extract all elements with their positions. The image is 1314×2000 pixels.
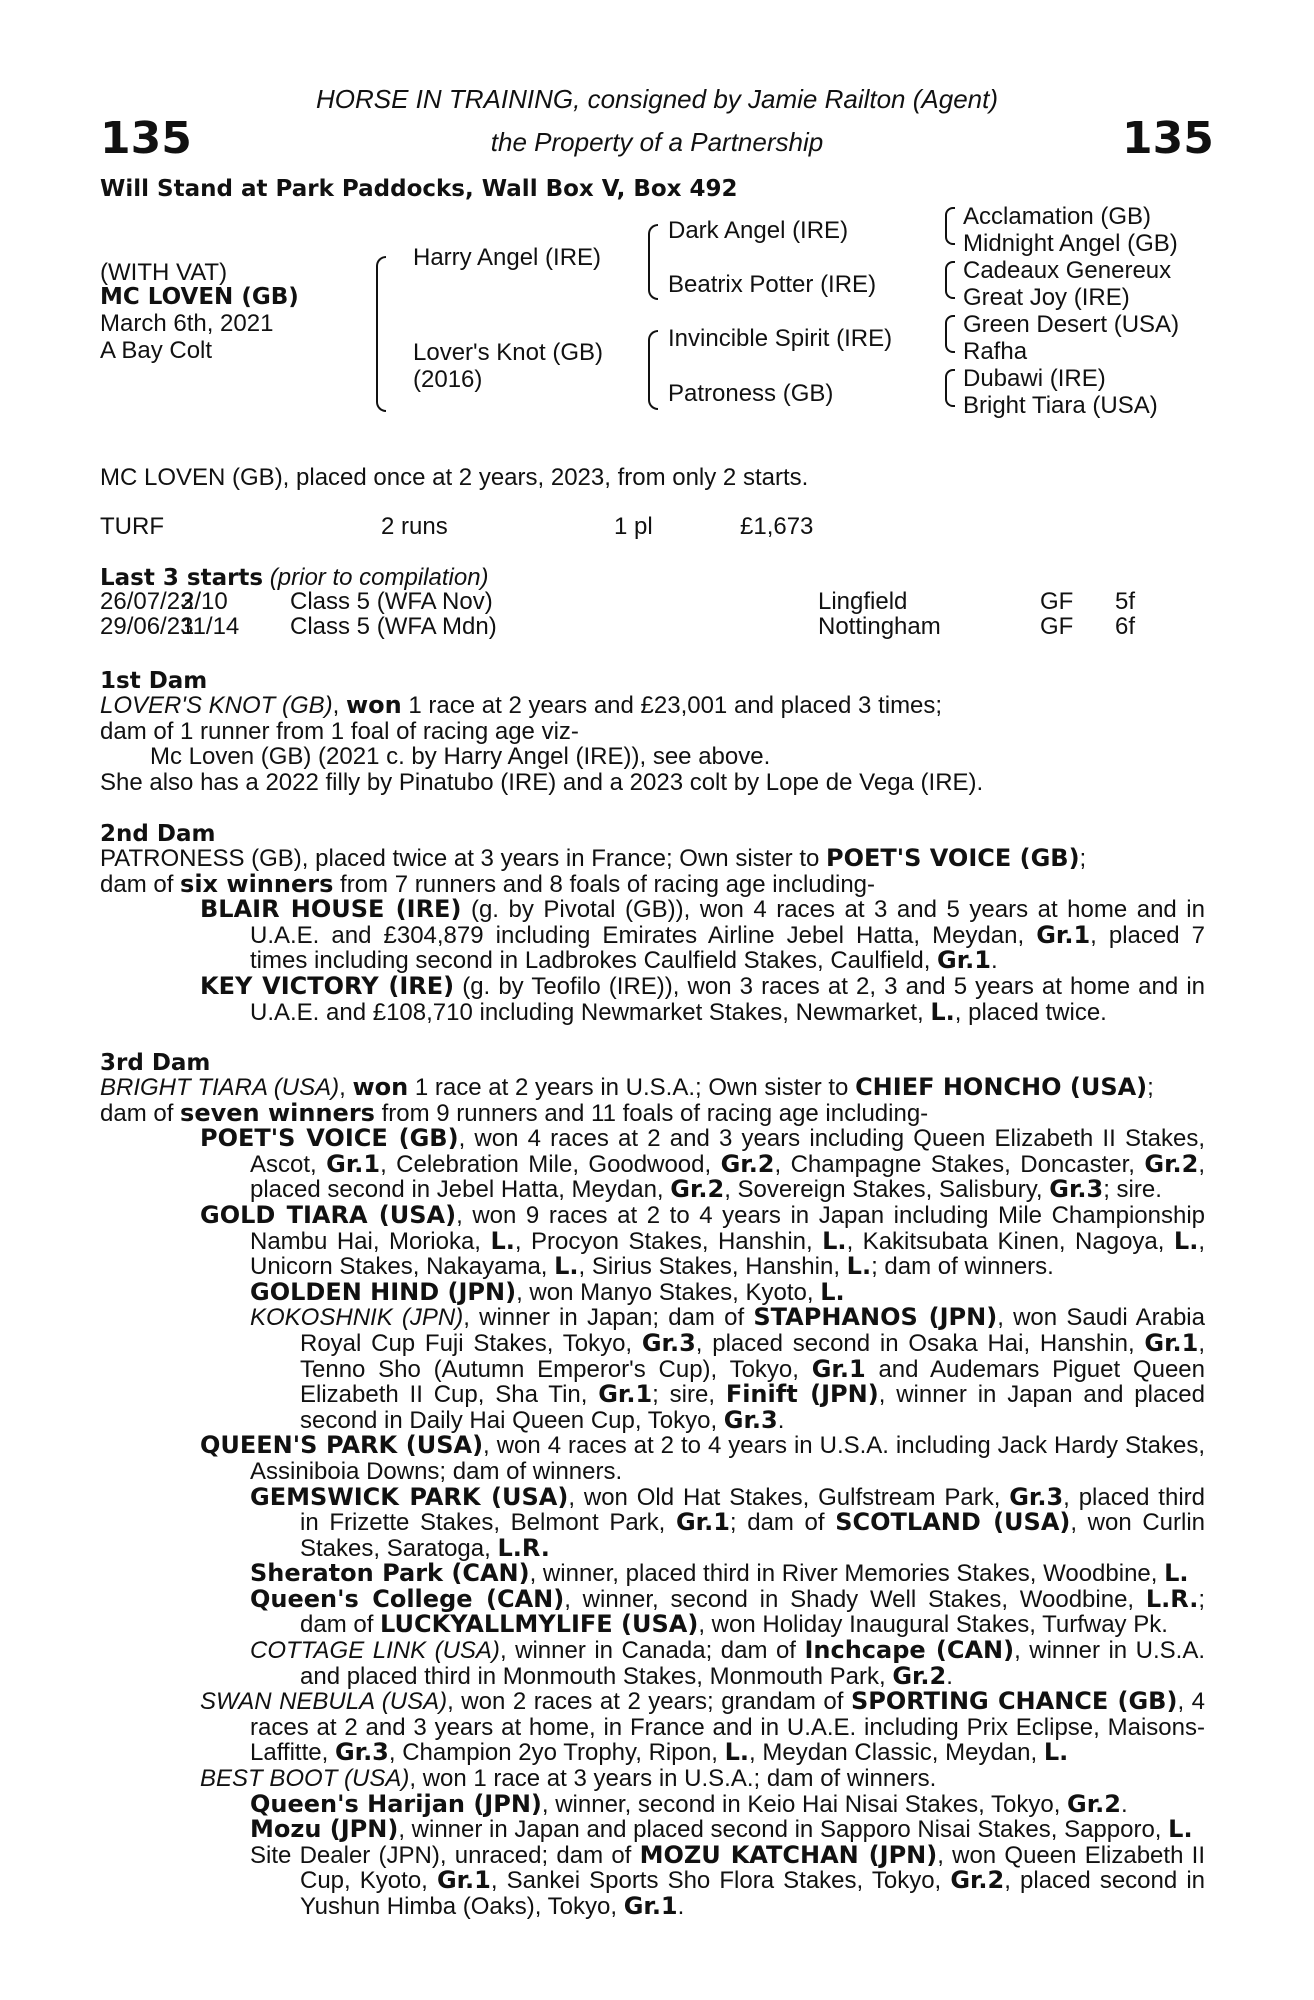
sheraton-t1: , winner, placed third in River Memories Stakes, Woodbine, (529, 1560, 1165, 1588)
dam3-cottage-link (100, 1638, 1205, 1689)
lot-number-right: 135 (1122, 113, 1214, 164)
dam3-sheraton-park (100, 1561, 1205, 1587)
site-dealer-t3: , Sankei Sports Sho Flora Stakes, Tokyo, (490, 1867, 951, 1895)
last-starts-note: (prior to compilation) (269, 564, 489, 591)
scotland-name: SCOTLAND (USA) (835, 1508, 1071, 1537)
gold-tiara-l5: L. (846, 1252, 872, 1281)
dam3-produce-1: dam of (100, 1099, 181, 1127)
dam3-produce-2: from 9 runners and 11 foals of racing age including- (374, 1099, 929, 1127)
dam2-title: 2nd Dam (100, 821, 216, 847)
poets-voice-name: POET'S VOICE (GB) (200, 1124, 459, 1153)
pedigree-brace-dd (945, 369, 955, 407)
key-victory-listed: L. (930, 997, 955, 1026)
gold-tiara-name: GOLD TIARA (USA) (200, 1200, 457, 1229)
dam3-swan-nebula (100, 1689, 1205, 1766)
dam3-text-1: 1 race at 2 years in U.S.A.; Own sister to (408, 1074, 856, 1101)
start-dist: 6f (1115, 613, 1136, 640)
dam1-section (100, 693, 1205, 795)
luckyallmylife-name: LUCKYALLMYLIFE (USA) (380, 1610, 699, 1639)
dam3-mozu (100, 1817, 1205, 1843)
site-dealer-t5: . (677, 1893, 685, 1920)
dam3-queens-park (100, 1433, 1205, 1484)
start-race: Class 5 (WFA Nov) (290, 588, 493, 615)
golden-hind-name: GOLDEN HIND (JPN) (250, 1277, 517, 1306)
dam1-won: won (345, 691, 402, 719)
kokoshnik-t8: . (777, 1406, 785, 1434)
finift-name: Finift (JPN) (725, 1380, 879, 1409)
mozu-name: Mozu (JPN) (250, 1815, 399, 1844)
swan-nebula-t3: , Champion 2yo Trophy, Ripon, (388, 1739, 725, 1767)
dam3-text-2: ; (1147, 1074, 1154, 1101)
dam2-key-victory (100, 971, 1205, 1026)
sheraton-l: L. (1164, 1559, 1189, 1588)
queens-college-t1: , winner, second in Shady Well Stakes, Woodbine, (564, 1585, 1146, 1613)
pedigree-sds: Cadeaux Genereux (963, 257, 1172, 284)
dam3-section: BRIGHT TIARA (USA), won 1 race at 2 years in U.S.A.; Own sister to CHIEF HONCHO (USA); dam of seven winners from 9 runners and 11 foals of racing age including- POET'S VOICE (GB), won 4 races at 2 and 3 years including Queen Elizabeth II Stakes, Ascot, Gr.1, Celebration Mile, Goodwood, Gr.2, Champagne Stakes, Doncaster, Gr.2, placed second in Jebel Hatta, Meydan, Gr.2, Sovereign Stakes, Salisbury, Gr.3; sire. GOLD TIARA (USA), won 9 races at 2 to 4 years in Japan including Mile Championship Nambu Hai, Morioka, L., Procyon Stakes, Hanshin, L., Kakitsubata Kinen, Nagoya, L., Unicorn Stakes, Nakayama, L., Sirius Stakes, Hanshin, L.; dam of winners. GOLDEN HIND (JPN), won Manyo Stakes, Kyoto, L. KOKOSHNIK (JPN), winner in Japan; dam of STAPHANOS (JPN), won Saudi Arabia Royal Cup Fuji Stakes, Tokyo, Gr.3, placed second in Osaka Hai, Hanshin, Gr.1, Tenno Sho (Autumn Emperor's Cup), Tokyo, Gr.1 and Audemars Piguet Queen Elizabeth II Cup, Sha Tin, Gr.1; sire, Finift (JPN), winner in Japan and placed second in Daily Hai Queen Cup, Tokyo, Gr.3. QUEEN'S PARK (USA), won 4 races at 2 to 4 years in U.S.A. including Jack Hardy Stakes, Assiniboia Downs; dam of winners. GEMSWICK PARK (USA), won Old Hat Stakes, Gulfstream Park, Gr.3, placed third in Frizette Stakes, Belmont Park, Gr.1; dam of SCOTLAND (USA), won Curlin Stakes, Saratoga, L.R. Sheraton Park (CAN), winner, placed third in River Memories Stakes, Woodbine, L. Queen's College (CAN), winner, second in Shady Well Stakes, Woodbine, L.R.; dam of LUCKYALLMYLIFE (USA), won Holiday Inaugural Stakes, Turfway Pk. COTTAGE LINK (USA), winner in Canada; dam of Inchcape (CAN), winner in U.S.A. and placed third in Monmouth Stakes, Monmouth Park, Gr.2. SWAN NEBULA (USA), won 2 races at 2 years; grandam of SPORTING CHANCE (GB), 4 races at 2 and 3 years at home, in France and in U.A.E. including Prix Eclipse, Maisons-Laffitte, Gr.3, Champion 2yo Trophy, Ripon, L., Meydan Classic, Meydan, L. BEST BOOT (USA), won 1 race at 3 years in U.S.A.; dam of winners. Queen's Harijan (JPN), winner, second in Keio Hai Nisai Stakes, Tokyo, Gr.2. Mozu (JPN), winner in Japan and placed second in Sapporo Nisai Stakes, Sapporo, L. Site Dealer (JPN), unraced; dam of MOZU KATCHAN (JPN), won Queen Elizabeth II Cup, Kyoto, Gr.1, Sankei Sports Sho Flora Stakes, Tokyo, Gr.2, placed second in Yushun Himba (Oaks), Tokyo, Gr.1. (100, 1073, 1206, 1920)
poets-voice-t1: , won 4 races at 2 and 3 years including Queen Elizabeth II Stakes, Ascot, (250, 1125, 1205, 1178)
sheraton-name: Sheraton Park (CAN) (250, 1559, 530, 1588)
staphanos-name: STAPHANOS (JPN) (753, 1303, 998, 1332)
record-places: 1 pl (614, 513, 653, 540)
dam1-produce: dam of 1 runner from 1 foal of racing age viz- (100, 717, 579, 745)
sporting-chance-name: SPORTING CHANCE (GB) (850, 1687, 1178, 1716)
gold-tiara-l4: L. (554, 1252, 579, 1281)
start-dist: 5f (1115, 588, 1136, 615)
inchcape-name: Inchcape (CAN) (804, 1636, 1015, 1665)
start-date: 29/06/23 (100, 613, 194, 640)
horse-name: MC LOVEN (GB) (100, 284, 299, 310)
dam1-name: LOVER'S KNOT (GB) (100, 692, 333, 719)
dam3-site-dealer (100, 1840, 1206, 1920)
kokoshnik-g1a: Gr.1 (1144, 1328, 1199, 1357)
best-boot-name: BEST BOOT (USA) (200, 1765, 410, 1793)
kokoshnik-t2: , won Saudi Arabia Royal Cup Fuji Stakes, Tokyo, (300, 1304, 1205, 1357)
pedigree-brace-sire (648, 224, 658, 300)
dam3-winners: seven winners (180, 1098, 375, 1127)
lot-number-left: 135 (100, 113, 192, 164)
queens-park-t1: , won 4 races at 2 to 4 years in U.S.A. including Jack Hardy Stakes, Assiniboia Downs; dam of winners. (250, 1432, 1205, 1485)
mozu-l: L. (1168, 1815, 1193, 1844)
gold-tiara-t6: ; dam of winners. (871, 1253, 1054, 1281)
dam1-sep: , (332, 692, 346, 719)
kokoshnik-t7: , winner in Japan and placed second in Daily Hai Queen Cup, Tokyo, (300, 1381, 1206, 1434)
cottage-link-t3: . (946, 1662, 953, 1690)
pedigree-sdd: Great Joy (IRE) (963, 284, 1130, 311)
site-dealer-g2: Gr.2 (950, 1866, 1005, 1895)
poets-voice-g2b: Gr.2 (1144, 1149, 1199, 1178)
gemswick-g1: Gr.1 (675, 1508, 730, 1537)
dam2-blair-house (100, 897, 1205, 974)
blair-house-grade-2: Gr.1 (937, 946, 991, 975)
pedigree-sire-dam: Beatrix Potter (IRE) (668, 271, 877, 298)
gemswick-t1: , won Old Hat Stakes, Gulfstream Park, (568, 1483, 1010, 1511)
mozu-katchan-name: MOZU KATCHAN (JPN) (639, 1840, 938, 1869)
site-dealer-g1b: Gr.1 (623, 1892, 678, 1920)
property-line: the Property of a Partnership (490, 127, 824, 157)
start-course: Nottingham (818, 613, 941, 640)
swan-nebula-t2: , 4 races at 2 and 3 years at home, in France and in U.A.E. including Prix Eclipse, Maisons-Laffitte, (250, 1688, 1205, 1767)
site-dealer-t2: , won Queen Elizabeth II Cup, Kyoto, (300, 1841, 1206, 1895)
pedigree-dam-sire: Invincible Spirit (IRE) (668, 325, 893, 352)
site-dealer-t1: Site Dealer (JPN), unraced; dam of (250, 1841, 640, 1869)
golden-hind-l: L. (820, 1277, 845, 1306)
pedigree-ddd: Bright Tiara (USA) (963, 392, 1158, 419)
dam3-won: won (352, 1073, 409, 1101)
queens-harijan-t2: . (1120, 1790, 1128, 1818)
kokoshnik-t1: , winner in Japan; dam of (463, 1304, 754, 1332)
pedigree-sire: Harry Angel (IRE) (413, 244, 602, 271)
start-race: Class 5 (WFA Mdn) (290, 613, 497, 640)
race-summary: MC LOVEN (GB), placed once at 2 years, 2023, from only 2 starts. (100, 464, 809, 491)
poets-voice-t2: , Celebration Mile, Goodwood, (380, 1150, 721, 1178)
key-victory-name: KEY VICTORY (IRE) (200, 971, 455, 1000)
gold-tiara-l2: L. (822, 1226, 847, 1255)
site-dealer-g1a: Gr.1 (436, 1866, 491, 1895)
queens-harijan-t1: , winner, second in Keio Hai Nisai Stakes, Tokyo, (541, 1790, 1068, 1818)
kokoshnik-g3b: Gr.3 (723, 1405, 778, 1434)
consignor-line: HORSE IN TRAINING, consigned by Jamie Railton (Agent) (315, 84, 999, 114)
cottage-link-name: COTTAGE LINK (USA) (250, 1637, 500, 1665)
dam2-line-b-start: dam of (100, 870, 181, 898)
blair-house-text-3: . (990, 947, 998, 975)
pedigree-brace-sd (945, 261, 955, 299)
record-runs: 2 runs (381, 513, 448, 540)
dam3-queens-harijan (100, 1789, 1205, 1818)
dam3-name: BRIGHT TIARA (USA) (100, 1074, 340, 1101)
dam1-foal: Mc Loven (GB) (2021 c. by Harry Angel (IRE)), see above. (150, 743, 771, 771)
dam1-also: She also has a 2022 filly by Pinatubo (IRE) and a 2023 colt by Lope de Vega (IRE). (100, 768, 984, 796)
poets-voice-t4: , placed second in Jebel Hatta, Meydan, (250, 1150, 1205, 1204)
dam2-line-a: PATRONESS (GB), placed twice at 3 years in France; Own sister to (100, 845, 827, 872)
pedigree-dss: Green Desert (USA) (963, 311, 1180, 338)
poets-voice-t6: ; sire. (1103, 1176, 1162, 1204)
pedigree-brace-dam (648, 330, 658, 410)
gemswick-t4: , won Curlin Stakes, Saratoga, (300, 1509, 1206, 1562)
dam3-gold-tiara (100, 1200, 1205, 1281)
dam2-section (100, 846, 1205, 1025)
kokoshnik-name: KOKOSHNIK (JPN) (250, 1304, 464, 1332)
cottage-link-g2: Gr.2 (892, 1661, 947, 1690)
pedigree-dsd: Rafha (963, 338, 1028, 365)
dam2-semicolon: ; (1079, 845, 1087, 872)
start-date: 26/07/23 (100, 588, 194, 615)
queens-harijan-g2: Gr.2 (1067, 1789, 1121, 1818)
pedigree-brace-main (376, 256, 386, 412)
pedigree-brace-ss (945, 207, 955, 245)
poets-voice-g1: Gr.1 (326, 1149, 381, 1178)
swan-nebula-l2: L. (1043, 1738, 1069, 1767)
poets-voice-g3: Gr.3 (1049, 1175, 1104, 1204)
blair-house-text-2: , placed 7 times including second in Ladbrokes Caulfield Stakes, Caulfield, (250, 921, 1205, 975)
gemswick-t2: , placed third in Frizette Stakes, Belmont Park, (300, 1483, 1205, 1537)
gemswick-name: GEMSWICK PARK (USA) (250, 1482, 569, 1511)
gold-tiara-t2: , Procyon Stakes, Hanshin, (514, 1227, 823, 1255)
swan-nebula-g3: Gr.3 (334, 1738, 389, 1767)
pedigree-ssd: Midnight Angel (GB) (963, 230, 1178, 257)
swan-nebula-name: SWAN NEBULA (USA) (200, 1688, 448, 1716)
golden-hind-t1: , won Manyo Stakes, Kyoto, (516, 1278, 821, 1306)
poets-voice-g2c: Gr.2 (670, 1175, 725, 1204)
start-going: GF (1040, 613, 1074, 640)
mozu-t1: , winner in Japan and placed second in Sapporo Nisai Stakes, Sapporo, (398, 1816, 1169, 1844)
queens-college-lr: L.R. (1145, 1584, 1199, 1613)
site-dealer-t4: , placed second in Yushun Himba (Oaks), Tokyo, (300, 1867, 1205, 1920)
pedigree-dam-year: (2016) (413, 366, 483, 393)
start-pos: 11/14 (181, 613, 240, 640)
dam3-queens-college (100, 1584, 1205, 1639)
gemswick-t3: ; dam of (729, 1509, 836, 1537)
dam3-chief-honcho: CHIEF HONCHO (USA) (855, 1073, 1148, 1101)
dam3-kokoshnik (100, 1305, 1205, 1433)
dam1-record: 1 race at 2 years and £23,001 and placed 3 times; (401, 692, 943, 719)
last-starts-title: Last 3 starts (100, 565, 264, 591)
queens-college-t3: , won Holiday Inaugural Stakes, Turfway Pk. (698, 1611, 1168, 1639)
gemswick-g3: Gr.3 (1009, 1482, 1064, 1511)
pedigree-dam-dam: Patroness (GB) (668, 380, 834, 407)
gemswick-lr: L.R. (497, 1533, 550, 1562)
record-surface: TURF (100, 513, 164, 540)
start-pos: 2/10 (181, 588, 228, 615)
poets-voice-g2a: Gr.2 (720, 1149, 775, 1178)
dam3-poets-voice (100, 1126, 1205, 1203)
cottage-link-t1: , winner in Canada; dam of (499, 1637, 805, 1665)
stand-info: Will Stand at Park Paddocks, Wall Box V, Box 492 (100, 176, 738, 202)
kokoshnik-g1c: Gr.1 (598, 1380, 653, 1409)
gold-tiara-t4: , Unicorn Stakes, Nakayama, (250, 1227, 1205, 1281)
horse-dob: March 6th, 2021 (100, 310, 274, 337)
dam3-gemswick-park (100, 1482, 1206, 1562)
gold-tiara-t5: , Sirius Stakes, Hanshin, (578, 1253, 847, 1281)
blair-house-grade-1: Gr.1 (1036, 920, 1091, 949)
dam2-line-b-end: from 7 runners and 8 foals of racing age including- (333, 870, 876, 898)
start-course: Lingfield (818, 588, 908, 615)
pedigree-brace-ds (945, 315, 955, 353)
gold-tiara-t1: , won 9 races at 2 to 4 years in Japan including Mile Championship Nambu Hai, Morioka, (250, 1201, 1205, 1255)
dam1-title: 1st Dam (100, 668, 208, 694)
kokoshnik-t4: , Tenno Sho (Autumn Emperor's Cup), Tokyo, (300, 1329, 1205, 1383)
poets-voice-t5: , Sovereign Stakes, Salisbury, (724, 1176, 1050, 1204)
swan-nebula-l1: L. (724, 1738, 750, 1767)
start-going: GF (1040, 588, 1074, 615)
gold-tiara-l1: L. (490, 1226, 515, 1255)
kokoshnik-g3a: Gr.3 (641, 1328, 696, 1357)
dam2-poets-voice: POET'S VOICE (GB) (826, 844, 1080, 872)
dam3-best-boot (100, 1766, 1205, 1792)
kokoshnik-t3: , placed second in Osaka Hai, Hanshin, (695, 1329, 1145, 1357)
key-victory-text-1: (g. by Teofilo (IRE)), won 3 races at 2, 3 and 5 years at home and in U.A.E. and £108,710 including Newmarket Stakes, Newmarket, (250, 972, 1205, 1026)
pedigree-sss: Acclamation (GB) (963, 203, 1152, 230)
kokoshnik-t5: and Audemars Piguet Queen Elizabeth II Cup, Sha Tin, (300, 1355, 1205, 1409)
dam3-title: 3rd Dam (100, 1050, 211, 1076)
blair-house-name: BLAIR HOUSE (IRE) (200, 895, 462, 924)
pedigree-dds: Dubawi (IRE) (963, 365, 1106, 392)
record-earnings: £1,673 (740, 513, 814, 540)
swan-nebula-t1: , won 2 races at 2 years; grandam of (447, 1688, 851, 1716)
cottage-link-t2: , winner in U.S.A. and placed third in Monmouth Stakes, Monmouth Park, (300, 1637, 1206, 1690)
vat-label: (WITH VAT) (100, 259, 228, 286)
pedigree-dam: Lover's Knot (GB) (413, 339, 603, 366)
key-victory-text-2: , placed twice. (954, 998, 1107, 1026)
horse-description: A Bay Colt (100, 337, 213, 364)
queens-college-t2: ; dam of (300, 1585, 1205, 1639)
gold-tiara-t3: , Kakitsubata Kinen, Nagoya, (846, 1227, 1174, 1255)
queens-college-name: Queen's College (CAN) (250, 1584, 565, 1613)
kokoshnik-g1b: Gr.1 (811, 1354, 866, 1383)
queens-park-name: QUEEN'S PARK (USA) (200, 1431, 484, 1460)
poets-voice-t3: , Champagne Stakes, Doncaster, (774, 1150, 1145, 1178)
dam2-winners: six winners (180, 869, 334, 898)
best-boot-t1: , won 1 race at 3 years in U.S.A.; dam of winners. (409, 1765, 937, 1793)
pedigree-sire-sire: Dark Angel (IRE) (668, 217, 849, 244)
blair-house-text-1: (g. by Pivotal (GB)), won 4 races at 3 and 5 years at home and in U.A.E. and £304,879 including Emirates Airline Jebel Hatta, Meydan, (250, 896, 1205, 949)
swan-nebula-t4: , Meydan Classic, Meydan, (749, 1739, 1044, 1767)
queens-harijan-name: Queen's Harijan (JPN) (250, 1789, 542, 1818)
dam3-golden-hind (100, 1277, 1205, 1306)
kokoshnik-t6: ; sire, (652, 1381, 726, 1409)
gold-tiara-l3: L. (1173, 1226, 1199, 1255)
